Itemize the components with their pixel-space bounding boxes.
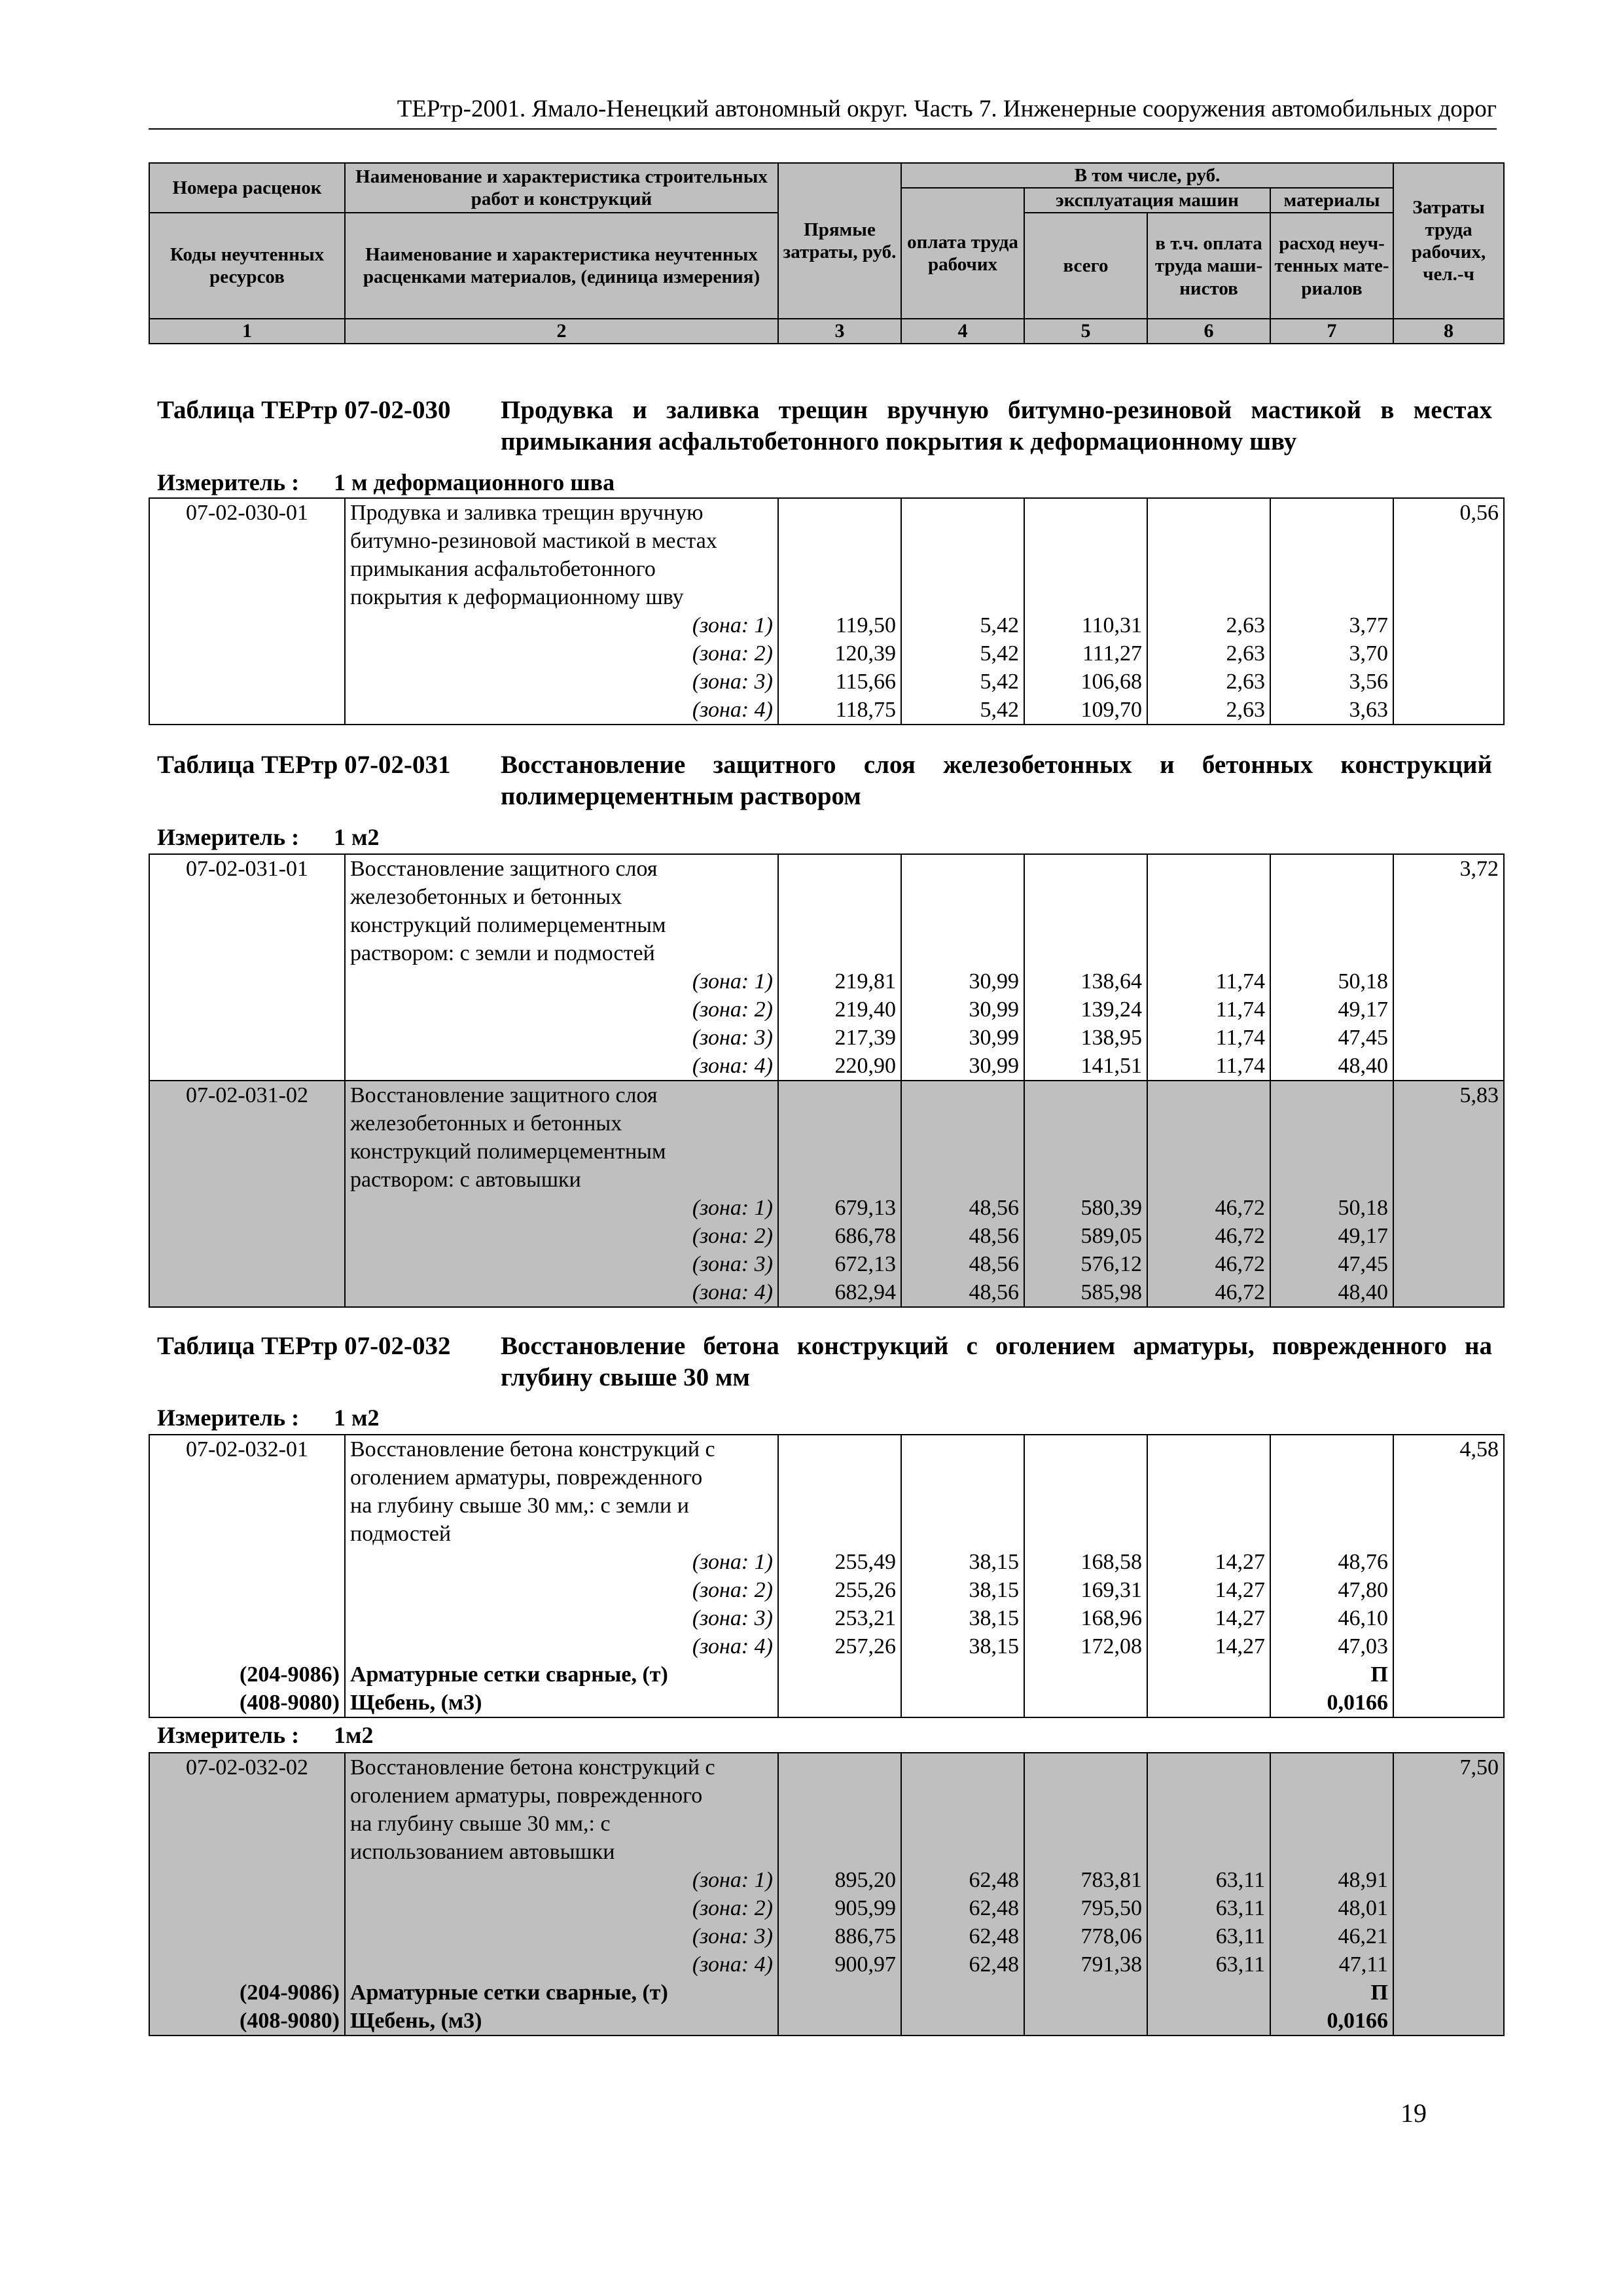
section-number: Таблица ТЕРтр 07-02-031 xyxy=(157,751,451,779)
labor-cost: 0,56 xyxy=(1393,498,1504,527)
machines-pay: 2,63 xyxy=(1147,611,1270,639)
rate-name: на глубину свыше 30 мм,: с земли и xyxy=(345,1492,778,1520)
labor-pay: 62,48 xyxy=(901,1866,1024,1894)
labor-pay: 5,42 xyxy=(901,611,1024,639)
machines-total: 139,24 xyxy=(1024,996,1147,1024)
zone-label: (зона: 2) xyxy=(345,1222,778,1250)
machines-total: 110,31 xyxy=(1024,611,1147,639)
table-row xyxy=(149,1138,1504,1166)
direct-cost: 115,66 xyxy=(778,668,901,696)
labor-pay: 48,56 xyxy=(901,1250,1024,1278)
machines-total: 795,50 xyxy=(1024,1894,1147,1922)
materials: 48,40 xyxy=(1270,1052,1393,1081)
col-materials: материалы xyxy=(1270,188,1393,213)
rate-name: Продувка и заливка трещин вручную xyxy=(345,498,778,527)
measure-label: Измеритель : xyxy=(157,469,300,495)
machines-pay: 46,72 xyxy=(1147,1194,1270,1222)
section-name: Продувка и заливка трещин вручную битумно-резиновой мастикой в местах примыкания асфальтобетонного покрытия к деформационному шву xyxy=(501,396,1492,456)
zone-row xyxy=(149,668,1504,696)
table-row xyxy=(149,1435,1504,1463)
col-number: 8 xyxy=(1393,319,1504,344)
measure-row xyxy=(157,469,615,496)
col-labor-pay: оплата труда рабочих xyxy=(901,188,1024,319)
materials: 3,70 xyxy=(1270,639,1393,668)
materials: 47,45 xyxy=(1270,1250,1393,1278)
resource-name: Щебень, (м3) xyxy=(345,1689,778,1717)
materials: 48,40 xyxy=(1270,1278,1393,1307)
machines-pay: 14,27 xyxy=(1147,1576,1270,1604)
zone-label: (зона: 3) xyxy=(345,1250,778,1278)
materials: 3,77 xyxy=(1270,611,1393,639)
zone-row xyxy=(149,1194,1504,1222)
direct-cost: 672,13 xyxy=(778,1250,901,1278)
materials: 46,21 xyxy=(1270,1922,1393,1950)
labor-pay: 62,48 xyxy=(901,1950,1024,1979)
zone-row xyxy=(149,696,1504,725)
machines-pay: 14,27 xyxy=(1147,1604,1270,1632)
machines-pay: 11,74 xyxy=(1147,967,1270,996)
direct-cost: 900,97 xyxy=(778,1950,901,1979)
rate-name: оголением арматуры, поврежденного xyxy=(345,1463,778,1492)
machines-total: 169,31 xyxy=(1024,1576,1147,1604)
zone-row xyxy=(149,967,1504,996)
rate-name: битумно-резиновой мастикой в местах xyxy=(345,527,778,555)
table-row xyxy=(149,498,1504,527)
machines-total: 106,68 xyxy=(1024,668,1147,696)
zone-label: (зона: 3) xyxy=(345,1024,778,1052)
rate-code: 07-02-032-02 xyxy=(149,1753,345,1782)
rate-table xyxy=(149,1434,1505,1718)
machines-pay: 63,11 xyxy=(1147,1922,1270,1950)
col-number: 7 xyxy=(1270,319,1393,344)
zone-row xyxy=(149,996,1504,1024)
measure-value: 1 м2 xyxy=(334,824,380,850)
resource-row xyxy=(149,2007,1504,2036)
machines-pay: 14,27 xyxy=(1147,1632,1270,1660)
rate-name: железобетонных и бетонных xyxy=(345,1109,778,1138)
machines-total: 138,95 xyxy=(1024,1024,1147,1052)
direct-cost: 886,75 xyxy=(778,1922,901,1950)
measure-row xyxy=(157,1721,374,1749)
rate-name: покрытия к деформационному шву xyxy=(345,583,778,611)
rate-name: раствором: с земли и подмостей xyxy=(345,939,778,967)
rate-code: 07-02-030-01 xyxy=(149,498,345,527)
zone-row xyxy=(149,1024,1504,1052)
col-code-top: Номера расценок xyxy=(149,163,345,213)
machines-pay: 14,27 xyxy=(1147,1548,1270,1576)
table-row xyxy=(149,854,1504,883)
zone-label: (зона: 1) xyxy=(345,1194,778,1222)
zone-label: (зона: 3) xyxy=(345,668,778,696)
labor-pay: 38,15 xyxy=(901,1548,1024,1576)
direct-cost: 905,99 xyxy=(778,1894,901,1922)
zone-row xyxy=(149,1548,1504,1576)
machines-total: 580,39 xyxy=(1024,1194,1147,1222)
materials: 47,80 xyxy=(1270,1576,1393,1604)
direct-cost: 219,40 xyxy=(778,996,901,1024)
materials: 3,56 xyxy=(1270,668,1393,696)
machines-total: 783,81 xyxy=(1024,1866,1147,1894)
resource-amount: П xyxy=(1270,1979,1393,2007)
zone-label: (зона: 4) xyxy=(345,1278,778,1307)
zone-label: (зона: 4) xyxy=(345,1632,778,1660)
direct-cost: 686,78 xyxy=(778,1222,901,1250)
zone-label: (зона: 1) xyxy=(345,1866,778,1894)
section-title xyxy=(157,749,1492,812)
measure-row xyxy=(157,823,380,851)
labor-pay: 5,42 xyxy=(901,696,1024,725)
rate-table xyxy=(149,853,1505,1308)
zone-label: (зона: 4) xyxy=(345,1052,778,1081)
machines-pay: 46,72 xyxy=(1147,1250,1270,1278)
col-machines-pay: в т.ч. оплата труда маши-нистов xyxy=(1147,213,1270,319)
materials: 48,01 xyxy=(1270,1894,1393,1922)
materials: 47,11 xyxy=(1270,1950,1393,1979)
machines-pay: 63,11 xyxy=(1147,1950,1270,1979)
table-row xyxy=(149,1753,1504,1782)
table-row xyxy=(149,911,1504,939)
labor-pay: 38,15 xyxy=(901,1604,1024,1632)
machines-pay: 2,63 xyxy=(1147,696,1270,725)
labor-pay: 62,48 xyxy=(901,1922,1024,1950)
materials: 50,18 xyxy=(1270,967,1393,996)
rate-table xyxy=(149,1752,1505,2036)
machines-total: 168,96 xyxy=(1024,1604,1147,1632)
labor-pay: 30,99 xyxy=(901,1024,1024,1052)
col-machines-total: всего xyxy=(1024,213,1147,319)
machines-total: 585,98 xyxy=(1024,1278,1147,1307)
resource-row xyxy=(149,1979,1504,2007)
direct-cost: 217,39 xyxy=(778,1024,901,1052)
resource-amount: 0,0166 xyxy=(1270,1689,1393,1717)
zone-row xyxy=(149,1250,1504,1278)
col-number: 6 xyxy=(1147,319,1270,344)
machines-pay: 63,11 xyxy=(1147,1866,1270,1894)
machines-total: 138,64 xyxy=(1024,967,1147,996)
col-name-bottom: Наименование и характеристика неучтенных расценками материалов, (единица измерения) xyxy=(345,213,778,319)
labor-pay: 62,48 xyxy=(901,1894,1024,1922)
direct-cost: 253,21 xyxy=(778,1604,901,1632)
rate-name: Восстановление бетона конструкций с xyxy=(345,1435,778,1463)
labor-pay: 48,56 xyxy=(901,1278,1024,1307)
table-row xyxy=(149,527,1504,555)
rate-code: 07-02-032-01 xyxy=(149,1435,345,1463)
direct-cost: 220,90 xyxy=(778,1052,901,1081)
machines-total: 576,12 xyxy=(1024,1250,1147,1278)
table-row xyxy=(149,1492,1504,1520)
direct-cost: 255,49 xyxy=(778,1548,901,1576)
direct-cost: 679,13 xyxy=(778,1194,901,1222)
machines-total: 172,08 xyxy=(1024,1632,1147,1660)
zone-row xyxy=(149,1922,1504,1950)
labor-cost: 4,58 xyxy=(1393,1435,1504,1463)
section-title xyxy=(157,1331,1492,1393)
direct-cost: 255,26 xyxy=(778,1576,901,1604)
labor-cost: 7,50 xyxy=(1393,1753,1504,1782)
section-name: Восстановление бетона конструкций с оголением арматуры, поврежденного на глубину свыше 30 мм xyxy=(501,1332,1492,1391)
rate-name: Восстановление бетона конструкций с xyxy=(345,1753,778,1782)
labor-pay: 30,99 xyxy=(901,967,1024,996)
rate-name: использованием автовышки xyxy=(345,1838,778,1866)
col-name-top: Наименование и характеристика строительных работ и конструкций xyxy=(345,163,778,213)
resource-amount: 0,0166 xyxy=(1270,2007,1393,2036)
direct-cost: 119,50 xyxy=(778,611,901,639)
labor-pay: 48,56 xyxy=(901,1222,1024,1250)
col-number: 4 xyxy=(901,319,1024,344)
resource-name: Щебень, (м3) xyxy=(345,2007,778,2036)
materials: 48,76 xyxy=(1270,1548,1393,1576)
resource-code: (408-9080) xyxy=(149,2007,345,2036)
resource-code: (204-9086) xyxy=(149,1979,345,2007)
machines-pay: 46,72 xyxy=(1147,1278,1270,1307)
resource-code: (204-9086) xyxy=(149,1660,345,1689)
labor-pay: 30,99 xyxy=(901,996,1024,1024)
zone-row xyxy=(149,1950,1504,1979)
labor-pay: 5,42 xyxy=(901,668,1024,696)
rate-table xyxy=(149,497,1505,725)
measure-value: 1 м деформационного шва xyxy=(334,469,615,495)
resource-name: Арматурные сетки сварные, (т) xyxy=(345,1979,778,2007)
materials: 48,91 xyxy=(1270,1866,1393,1894)
measure-label: Измеритель : xyxy=(157,1722,300,1748)
machines-total: 141,51 xyxy=(1024,1052,1147,1081)
rate-name: оголением арматуры, поврежденного xyxy=(345,1782,778,1810)
zone-row xyxy=(149,1632,1504,1660)
machines-total: 778,06 xyxy=(1024,1922,1147,1950)
column-header-table xyxy=(149,162,1505,344)
labor-pay: 48,56 xyxy=(901,1194,1024,1222)
table-row xyxy=(149,1081,1504,1109)
rate-name: конструкций полимерцементным xyxy=(345,1138,778,1166)
table-row xyxy=(149,1520,1504,1548)
measure-value: 1м2 xyxy=(334,1722,374,1748)
zone-label: (зона: 2) xyxy=(345,1576,778,1604)
running-header: ТЕРтр-2001. Ямало-Ненецкий автономный округ. Часть 7. Инженерные сооружения автомобильных дорог xyxy=(149,95,1497,130)
zone-label: (зона: 4) xyxy=(345,1950,778,1979)
table-row xyxy=(149,1838,1504,1866)
zone-label: (зона: 1) xyxy=(345,611,778,639)
machines-pay: 11,74 xyxy=(1147,1024,1270,1052)
zone-row xyxy=(149,1866,1504,1894)
materials: 3,63 xyxy=(1270,696,1393,725)
labor-pay: 38,15 xyxy=(901,1576,1024,1604)
measure-value: 1 м2 xyxy=(334,1405,380,1431)
zone-row xyxy=(149,1576,1504,1604)
labor-cost: 3,72 xyxy=(1393,854,1504,883)
direct-cost: 895,20 xyxy=(778,1866,901,1894)
machines-pay: 11,74 xyxy=(1147,996,1270,1024)
col-number: 2 xyxy=(345,319,778,344)
materials: 49,17 xyxy=(1270,996,1393,1024)
zone-label: (зона: 3) xyxy=(345,1922,778,1950)
resource-amount: П xyxy=(1270,1660,1393,1689)
col-machines: эксплуатация машин xyxy=(1024,188,1270,213)
machines-total: 109,70 xyxy=(1024,696,1147,725)
resource-name: Арматурные сетки сварные, (т) xyxy=(345,1660,778,1689)
zone-label: (зона: 2) xyxy=(345,1894,778,1922)
direct-cost: 120,39 xyxy=(778,639,901,668)
measure-row xyxy=(157,1404,380,1431)
zone-row xyxy=(149,1604,1504,1632)
rate-code: 07-02-031-01 xyxy=(149,854,345,883)
table-row xyxy=(149,555,1504,583)
machines-pay: 46,72 xyxy=(1147,1222,1270,1250)
materials: 47,45 xyxy=(1270,1024,1393,1052)
table-row xyxy=(149,883,1504,911)
zone-row xyxy=(149,1894,1504,1922)
zone-label: (зона: 3) xyxy=(345,1604,778,1632)
col-labor-cost: Затраты труда рабочих, чел.-ч xyxy=(1393,163,1504,319)
rate-name: Восстановление защитного слоя xyxy=(345,854,778,883)
materials: 47,03 xyxy=(1270,1632,1393,1660)
direct-cost: 219,81 xyxy=(778,967,901,996)
rate-code: 07-02-031-02 xyxy=(149,1081,345,1109)
machines-total: 589,05 xyxy=(1024,1222,1147,1250)
direct-cost: 118,75 xyxy=(778,696,901,725)
measure-label: Измеритель : xyxy=(157,824,300,850)
machines-total: 791,38 xyxy=(1024,1950,1147,1979)
zone-label: (зона: 4) xyxy=(345,696,778,725)
rate-name: на глубину свыше 30 мм,: с xyxy=(345,1810,778,1838)
resource-row xyxy=(149,1689,1504,1717)
direct-cost: 682,94 xyxy=(778,1278,901,1307)
section-title xyxy=(157,395,1492,457)
labor-cost: 5,83 xyxy=(1393,1081,1504,1109)
table-row xyxy=(149,1810,1504,1838)
machines-pay: 2,63 xyxy=(1147,668,1270,696)
section-number: Таблица ТЕРтр 07-02-032 xyxy=(157,1332,451,1360)
rate-name: Восстановление защитного слоя xyxy=(345,1081,778,1109)
zone-row xyxy=(149,1222,1504,1250)
direct-cost: 257,26 xyxy=(778,1632,901,1660)
table-row xyxy=(149,1166,1504,1194)
zone-row xyxy=(149,1278,1504,1307)
zone-row xyxy=(149,611,1504,639)
table-row xyxy=(149,1463,1504,1492)
zone-label: (зона: 1) xyxy=(345,967,778,996)
materials: 50,18 xyxy=(1270,1194,1393,1222)
resource-code: (408-9080) xyxy=(149,1689,345,1717)
col-incl: В том числе, руб. xyxy=(901,163,1393,188)
table-row xyxy=(149,939,1504,967)
col-code-bottom: Коды неучтенных ресурсов xyxy=(149,213,345,319)
section-number: Таблица ТЕРтр 07-02-030 xyxy=(157,396,451,424)
col-direct: Прямые затраты, руб. xyxy=(778,163,901,319)
table-row xyxy=(149,1109,1504,1138)
resource-row xyxy=(149,1660,1504,1689)
table-row xyxy=(149,1782,1504,1810)
machines-total: 168,58 xyxy=(1024,1548,1147,1576)
materials: 46,10 xyxy=(1270,1604,1393,1632)
rate-name: подмостей xyxy=(345,1520,778,1548)
rate-name: раствором: с автовышки xyxy=(345,1166,778,1194)
col-number: 5 xyxy=(1024,319,1147,344)
zone-label: (зона: 2) xyxy=(345,996,778,1024)
col-number: 3 xyxy=(778,319,901,344)
labor-pay: 5,42 xyxy=(901,639,1024,668)
machines-pay: 63,11 xyxy=(1147,1894,1270,1922)
machines-total: 111,27 xyxy=(1024,639,1147,668)
col-number: 1 xyxy=(149,319,345,344)
rate-name: примыкания асфальтобетонного xyxy=(345,555,778,583)
labor-pay: 30,99 xyxy=(901,1052,1024,1081)
machines-pay: 11,74 xyxy=(1147,1052,1270,1081)
zone-row xyxy=(149,1052,1504,1081)
col-materials-sub: расход неуч-тенных мате-риалов xyxy=(1270,213,1393,319)
zone-row xyxy=(149,639,1504,668)
materials: 49,17 xyxy=(1270,1222,1393,1250)
zone-label: (зона: 1) xyxy=(345,1548,778,1576)
machines-pay: 2,63 xyxy=(1147,639,1270,668)
rate-name: железобетонных и бетонных xyxy=(345,883,778,911)
zone-label: (зона: 2) xyxy=(345,639,778,668)
page-number: 19 xyxy=(1400,2098,1427,2128)
section-name: Восстановление защитного слоя железобетонных и бетонных конструкций полимерцементным раствором xyxy=(501,751,1492,810)
measure-label: Измеритель : xyxy=(157,1405,300,1431)
labor-pay: 38,15 xyxy=(901,1632,1024,1660)
rate-name: конструкций полимерцементным xyxy=(345,911,778,939)
table-row xyxy=(149,583,1504,611)
